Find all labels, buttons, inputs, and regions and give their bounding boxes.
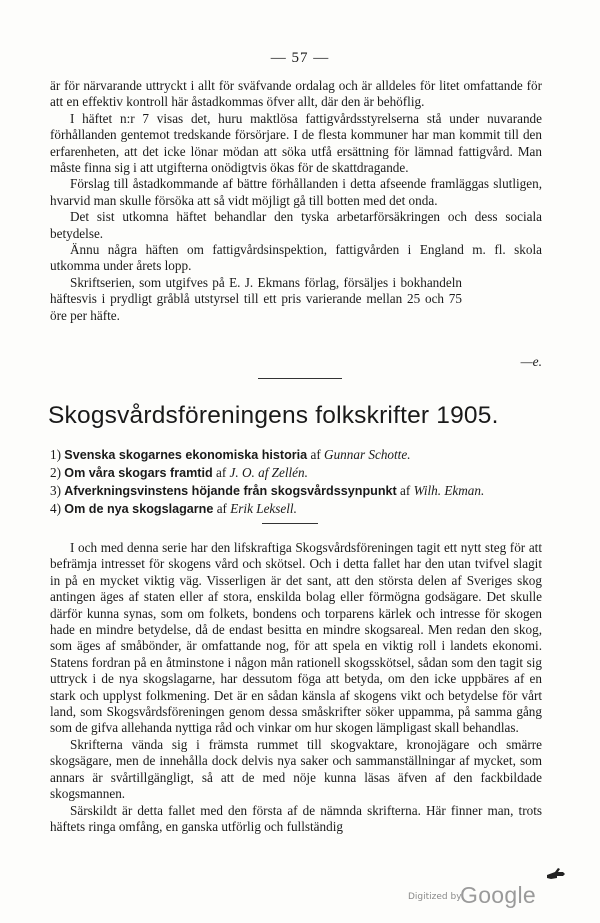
signature: —e. xyxy=(520,354,542,369)
list-item: 2) Om våra skogars framtid af J. O. af Zellén. xyxy=(50,465,308,480)
divider xyxy=(262,523,318,524)
google-logo: Google xyxy=(460,882,536,908)
publication-list xyxy=(50,446,550,518)
paragraph: Skriftserien, som utgifves på E. J. Ekmans förlag, försäljes i bokhandeln häftesvis i prydligt gråblå utstyrsel till ett pris varierande mellan 25 och 75 öre per häfte. xyxy=(50,274,462,323)
paragraph: Ännu några häften om fattigvårdsinspektion, fattigvården i England m. fl. skola utkomma under årets lopp. xyxy=(50,242,542,274)
paragraph: I och med denna serie har den lifskraftiga Skogsvårdsföreningen tagit ett nytt steg för att befrämja intresset för skogens vård och skötsel. Och i detta fallet har den utan tvifvel slagit in på en mycket viktig väg. Visserligen är det sant, att den största delen af Sveriges skog antingen äges af staten eller af stora, enskilda bolag eller förmögna godsägare. Det skulle därför kunna synas, som om folkets, bondens och torparens kärlek och intresse för skogen hade en mindre betydelse, då de endast besitta en mindre skogsareal. Men redan den skog, som äges af småbönder, är omfattande nog, för att spela en viktig roll i landets ekonomi. Statens fordran på en åtminstone i någon mån rationell skogsskötsel, sådan som den tagit sig uttryck i de nya skogslagarne, har dessutom föga att betyda, om den icke uppbäres af en stark och upplyst folkmening. Det är en sådan känsla af skogens vikt och betydelse för vårt land, som Skogsvårdsföreningen genom dessa småskrifter söker uppamma, på samma gång som de gifva allehanda nyttiga råd och vinkar om hur skogen lämpligast skall behandlas. xyxy=(50,540,542,736)
paragraph: Det sist utkomna häftet behandlar den tyska arbetarförsäkringen och dess sociala betydelse. xyxy=(50,209,542,241)
list-item: 1) Svenska skogarnes ekonomiska historia af Gunnar Schotte. xyxy=(50,447,411,462)
paragraph: Förslag till åstadkommande af bättre förhållanden i detta afseende framläggas slutligen, hvarvid man skulle försöka att så vidt möjligt gå till botten med det onda. xyxy=(50,176,542,208)
list-item: 3) Afverkningsvinstens höjande från skogsvårdssynpunkt af Wilh. Ekman. xyxy=(50,483,485,498)
paragraph: Särskildt är detta fallet med den första af de nämnda skrifterna. Här finner man, trots häftets ringa omfång, en ganska utförlig och fullständig xyxy=(50,802,542,834)
pointing-hand-icon xyxy=(545,866,567,882)
google-watermark xyxy=(408,884,558,910)
page-number: — 57 — xyxy=(270,50,330,66)
section-heading: Skogsvårdsföreningens folkskrifter 1905. xyxy=(48,402,499,429)
paragraph: I häftet n:r 7 visas det, huru maktlösa fattigvårdsstyrelserna stå under nuvarande förhållanden gentemot tredskande försörjare. I de flesta kommuner har man kommit till den erfarenheten, att det icke lönar mödan att söka utfå ersättning för lämnad fattigvård. Man måste finna sig i att utgifterna onödigtvis ökas för de skattdragande. xyxy=(50,110,542,176)
divider xyxy=(258,378,342,379)
intro-text xyxy=(50,78,542,324)
paragraph: Skrifterna vända sig i främsta rummet till skogvaktare, kronojägare och smärre skogsägare, men de innehålla dock delvis nya saker och sammanställningar af mycket, som annars är svårtillgängligt, så att de med nöje kunna läsas äfven af den fackbildade skogsmannen. xyxy=(50,736,542,802)
list-item: 4) Om de nya skogslagarne af Erik Leksell. xyxy=(50,501,297,516)
digitized-label: Digitized by xyxy=(408,892,462,902)
body-text xyxy=(50,540,542,835)
paragraph: är för närvarande uttryckt i allt för sväfvande ordalag och är alldeles för litet omfattande för att en effektiv kontroll här åstadkommas öfver allt, där den är behöflig. xyxy=(50,78,542,110)
